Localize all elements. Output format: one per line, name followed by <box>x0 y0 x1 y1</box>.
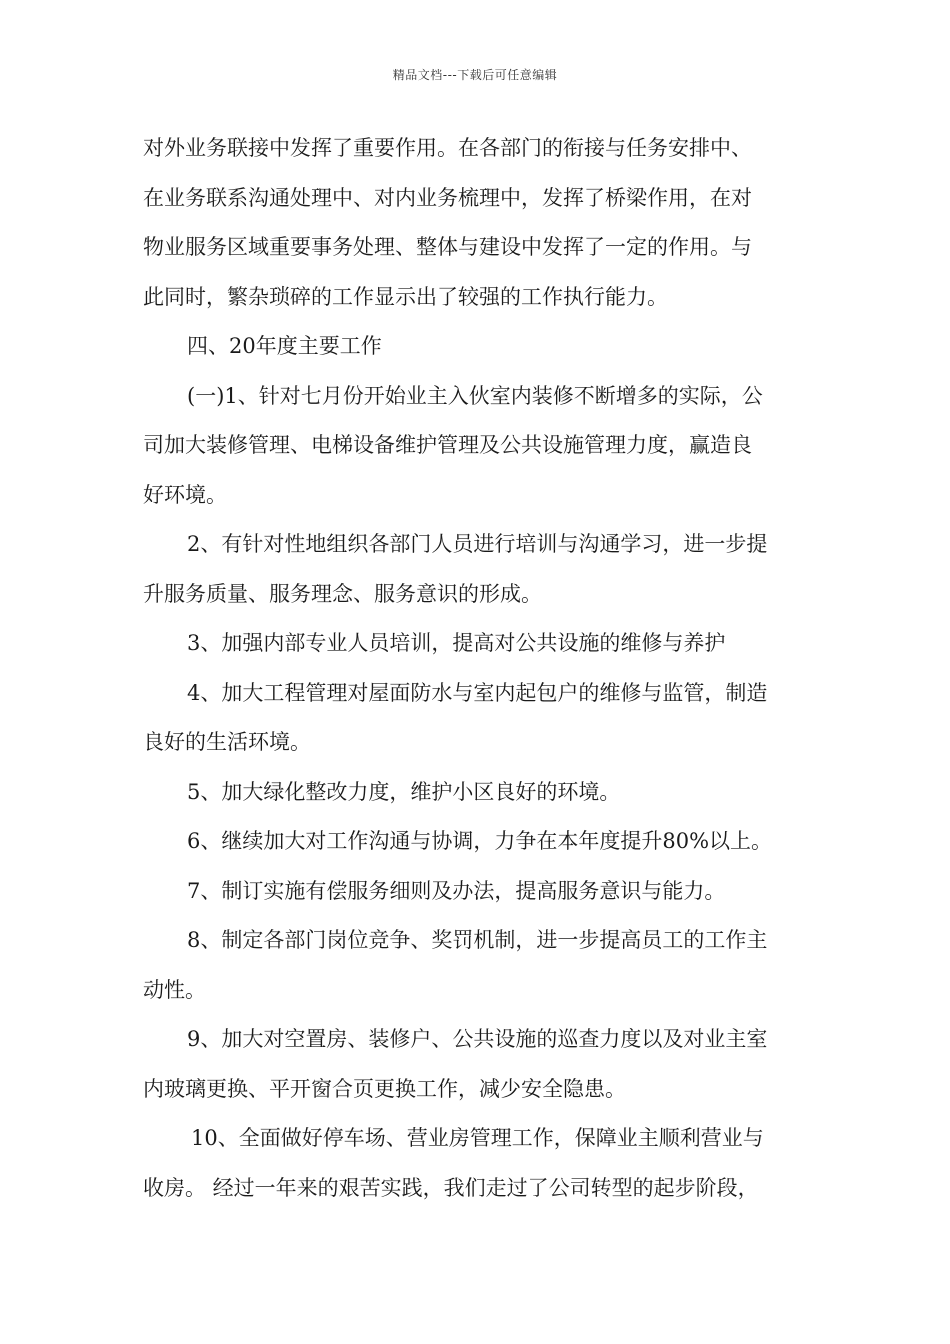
paragraph <box>143 768 807 818</box>
paragraph <box>143 867 807 917</box>
text-line: 升服务质量、服务理念、服务意识的形成。 <box>143 581 542 606</box>
paragraph <box>143 372 807 521</box>
text-line: 内玻璃更换、平开窗合页更换工作，减少安全隐患。 <box>143 1076 626 1101</box>
paragraph <box>143 669 807 768</box>
text-line: 8、制定各部门岗位竞争、奖罚机制，进一步提高员工的工作主 <box>187 928 768 952</box>
section-heading <box>143 322 807 372</box>
text-line: 四、20年度主要工作 <box>187 334 382 358</box>
text-line: 在业务联系沟通处理中、对内业务梳理中，发挥了桥梁作用，在对 <box>143 185 752 210</box>
text-line: 6、继续加大对工作沟通与协调，力争在本年度提升80%以上。 <box>187 829 773 853</box>
paragraph <box>143 520 807 619</box>
paragraph <box>143 817 807 867</box>
paragraph <box>143 1015 807 1114</box>
text-line: 好环境。 <box>143 482 227 507</box>
paragraph <box>143 1114 807 1213</box>
paragraph <box>143 619 807 669</box>
text-line: 4、加大工程管理对屋面防水与室内起包户的维修与监管，制造 <box>187 680 768 705</box>
text-line: 7、制订实施有偿服务细则及办法，提高服务意识与能力。 <box>187 878 726 903</box>
text-line: 3、加强内部专业人员培训，提高对公共设施的维修与养护 <box>187 631 726 655</box>
text-line: 对外业务联接中发挥了重要作用。在各部门的衔接与任务安排中、 <box>143 136 752 160</box>
text-line: (一)1、针对七月份开始业主入伙室内装修不断增多的实际，公 <box>187 383 763 408</box>
text-line: 良好的生活环境。 <box>143 730 311 754</box>
text-line: 9、加大对空置房、装修户、公共设施的巡查力度以及对业主室 <box>187 1027 768 1051</box>
text-line: 司加大装修管理、电梯设备维护管理及公共设施管理力度，赢造良 <box>143 433 752 457</box>
paragraph <box>143 916 807 1015</box>
text-line: 2、有针对性地组织各部门人员进行培训与沟通学习，进一步提 <box>187 532 768 556</box>
text-line: 物业服务区域重要事务处理、整体与建设中发挥了一定的作用。与 <box>143 235 752 259</box>
paragraph <box>143 124 807 322</box>
page-header: 精品文档---下载后可任意编辑 <box>392 68 558 82</box>
text-line: 动性。 <box>143 977 206 1002</box>
text-line: 10、全面做好停车场、营业房管理工作，保障业主顺利营业与 <box>191 1126 764 1150</box>
text-line: 此同时，繁杂琐碎的工作显示出了较强的工作执行能力。 <box>143 284 668 309</box>
text-line: 收房。 经过一年来的艰苦实践，我们走过了公司转型的起步阶段， <box>143 1175 759 1200</box>
document-body <box>143 124 807 1213</box>
text-line: 5、加大绿化整改力度，维护小区良好的环境。 <box>187 779 621 804</box>
